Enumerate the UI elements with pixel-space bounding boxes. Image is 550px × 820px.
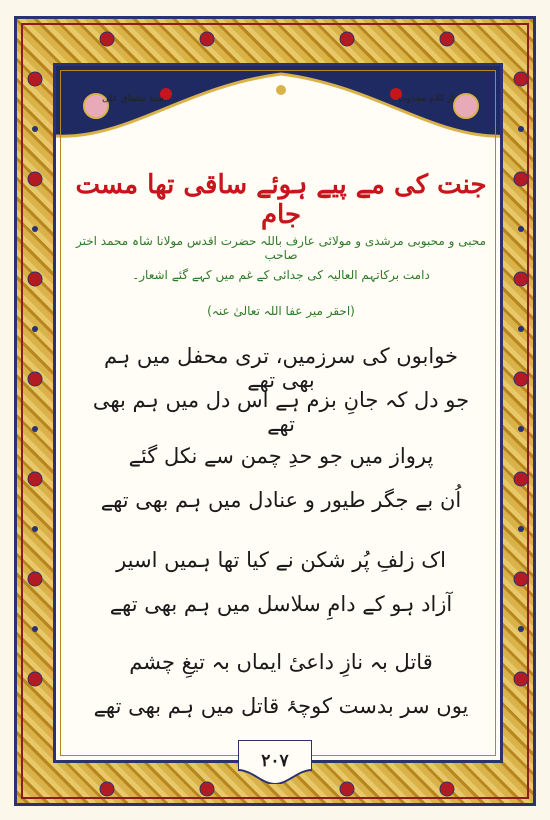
corner-note-right: از کلام مجذوب [398,94,454,104]
ornamental-border [14,16,536,806]
verse-line-4: اُن بے جگر طیور و عنادل میں ہم بھی تھے [100,488,462,512]
dedication-line-2: دامت برکاتہم العالیہ کی جدائی کے غم میں کہے گئے اشعار۔ [132,268,430,282]
verse-line-5: اک زلفِ پُر شکن نے کیا تھا ہمیں اسیر [116,548,446,572]
poem-title: جنت کی مے پیے ہوئے ساقی تھا مست جام [75,170,487,230]
verse-line-2: جو دل کہ جانِ بزم ہے اس دل میں ہم بھی تھے [92,388,470,436]
page-number: ۲۰۷ [261,751,289,771]
verse-line-8: یوں سر بدست کوچۂ قاتل میں ہم بھی تھے [93,694,469,718]
corner-note-left: سید مشتاق علی [102,94,164,104]
dedication-line-1: محبی و محبوبی مرشدی و مولائی عارف باللہ حضرت اقدس مولانا شاہ محمد اختر صاحب [76,234,486,262]
verse-line-6: آزاد ہو کے دامِ سلاسل میں ہم بھی تھے [109,592,453,616]
arch-ornament [56,66,503,186]
author-credit: (احقر میر عفا اللہ تعالیٰ عنہ) [207,304,355,318]
verse-line-1: خوابوں کی سرزمیں، تری محفل میں ہم بھی تھے [103,344,459,392]
verse-line-3: پرواز میں جو حدِ چمن سے نکل گئے [128,444,434,468]
text-panel [53,63,503,763]
verse-line-7: قاتل بہ نازِ داعیٔ ایماں بہ تیغِ چشم [129,650,433,674]
